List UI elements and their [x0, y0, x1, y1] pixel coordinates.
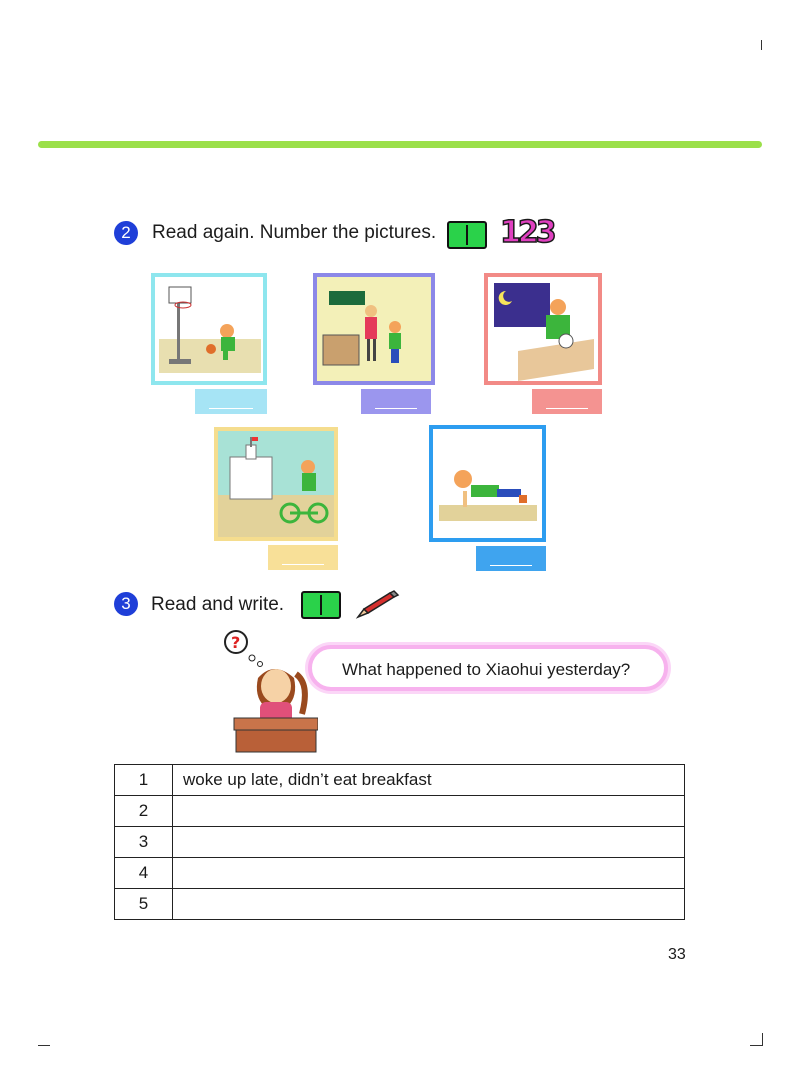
answer-slot-1[interactable] — [195, 389, 267, 414]
push-ups-scene-illustration — [433, 429, 542, 538]
picture-boy-doing-push-ups — [429, 425, 546, 542]
book-icon — [301, 591, 341, 619]
row-number: 4 — [115, 858, 173, 889]
bike-scene-illustration — [218, 431, 334, 537]
crop-mark-bottom-right — [750, 1045, 762, 1046]
picture-boy-riding-bike — [214, 427, 338, 541]
answer-slot-4[interactable] — [268, 545, 338, 570]
answer-slot-2[interactable] — [361, 389, 431, 414]
table-row — [115, 827, 685, 858]
table-row — [115, 765, 685, 796]
speech-bubble — [308, 645, 668, 691]
row-number: 2 — [115, 796, 173, 827]
table-row — [115, 796, 685, 827]
basketball-scene-illustration — [155, 277, 263, 381]
answer-table — [114, 764, 685, 920]
picture-basketball — [151, 273, 267, 385]
pencil-icon — [354, 589, 400, 621]
row-number: 5 — [115, 889, 173, 920]
picture-teacher-and-boy — [313, 273, 435, 385]
answer-slot-5[interactable] — [476, 546, 546, 571]
school-scene-illustration — [317, 277, 431, 381]
crop-mark-bottom-right-v — [762, 1033, 763, 1046]
row-number: 1 — [115, 765, 173, 796]
section-number-badge: 2 — [114, 221, 138, 245]
row-answer[interactable] — [173, 827, 685, 858]
night-clock-scene-illustration — [488, 277, 598, 381]
svg-text:?: ? — [231, 633, 241, 652]
table-row — [115, 858, 685, 889]
numbers-123-badge: 123 — [500, 215, 554, 250]
row-answer[interactable]: woke up late, didn’t eat breakfast — [173, 765, 685, 796]
book-icon — [447, 221, 487, 249]
row-answer[interactable] — [173, 796, 685, 827]
page-number: 33 — [668, 946, 686, 963]
speech-bubble-text: What happened to Xiaohui yesterday? — [342, 660, 631, 679]
row-answer[interactable] — [173, 889, 685, 920]
section-instruction-3: Read and write. — [151, 594, 285, 615]
row-answer[interactable] — [173, 858, 685, 889]
section-number-badge-3: 3 — [114, 592, 138, 616]
row-number: 3 — [115, 827, 173, 858]
decorative-green-rule — [38, 141, 762, 148]
picture-boy-with-clock — [484, 273, 602, 385]
girl-thinking-illustration — [218, 624, 318, 756]
table-row — [115, 889, 685, 920]
section-instruction: Read again. Number the pictures. — [152, 222, 437, 243]
crop-mark-top-right — [761, 40, 762, 50]
crop-mark-bottom-left — [38, 1045, 50, 1046]
answer-slot-3[interactable] — [532, 389, 602, 414]
